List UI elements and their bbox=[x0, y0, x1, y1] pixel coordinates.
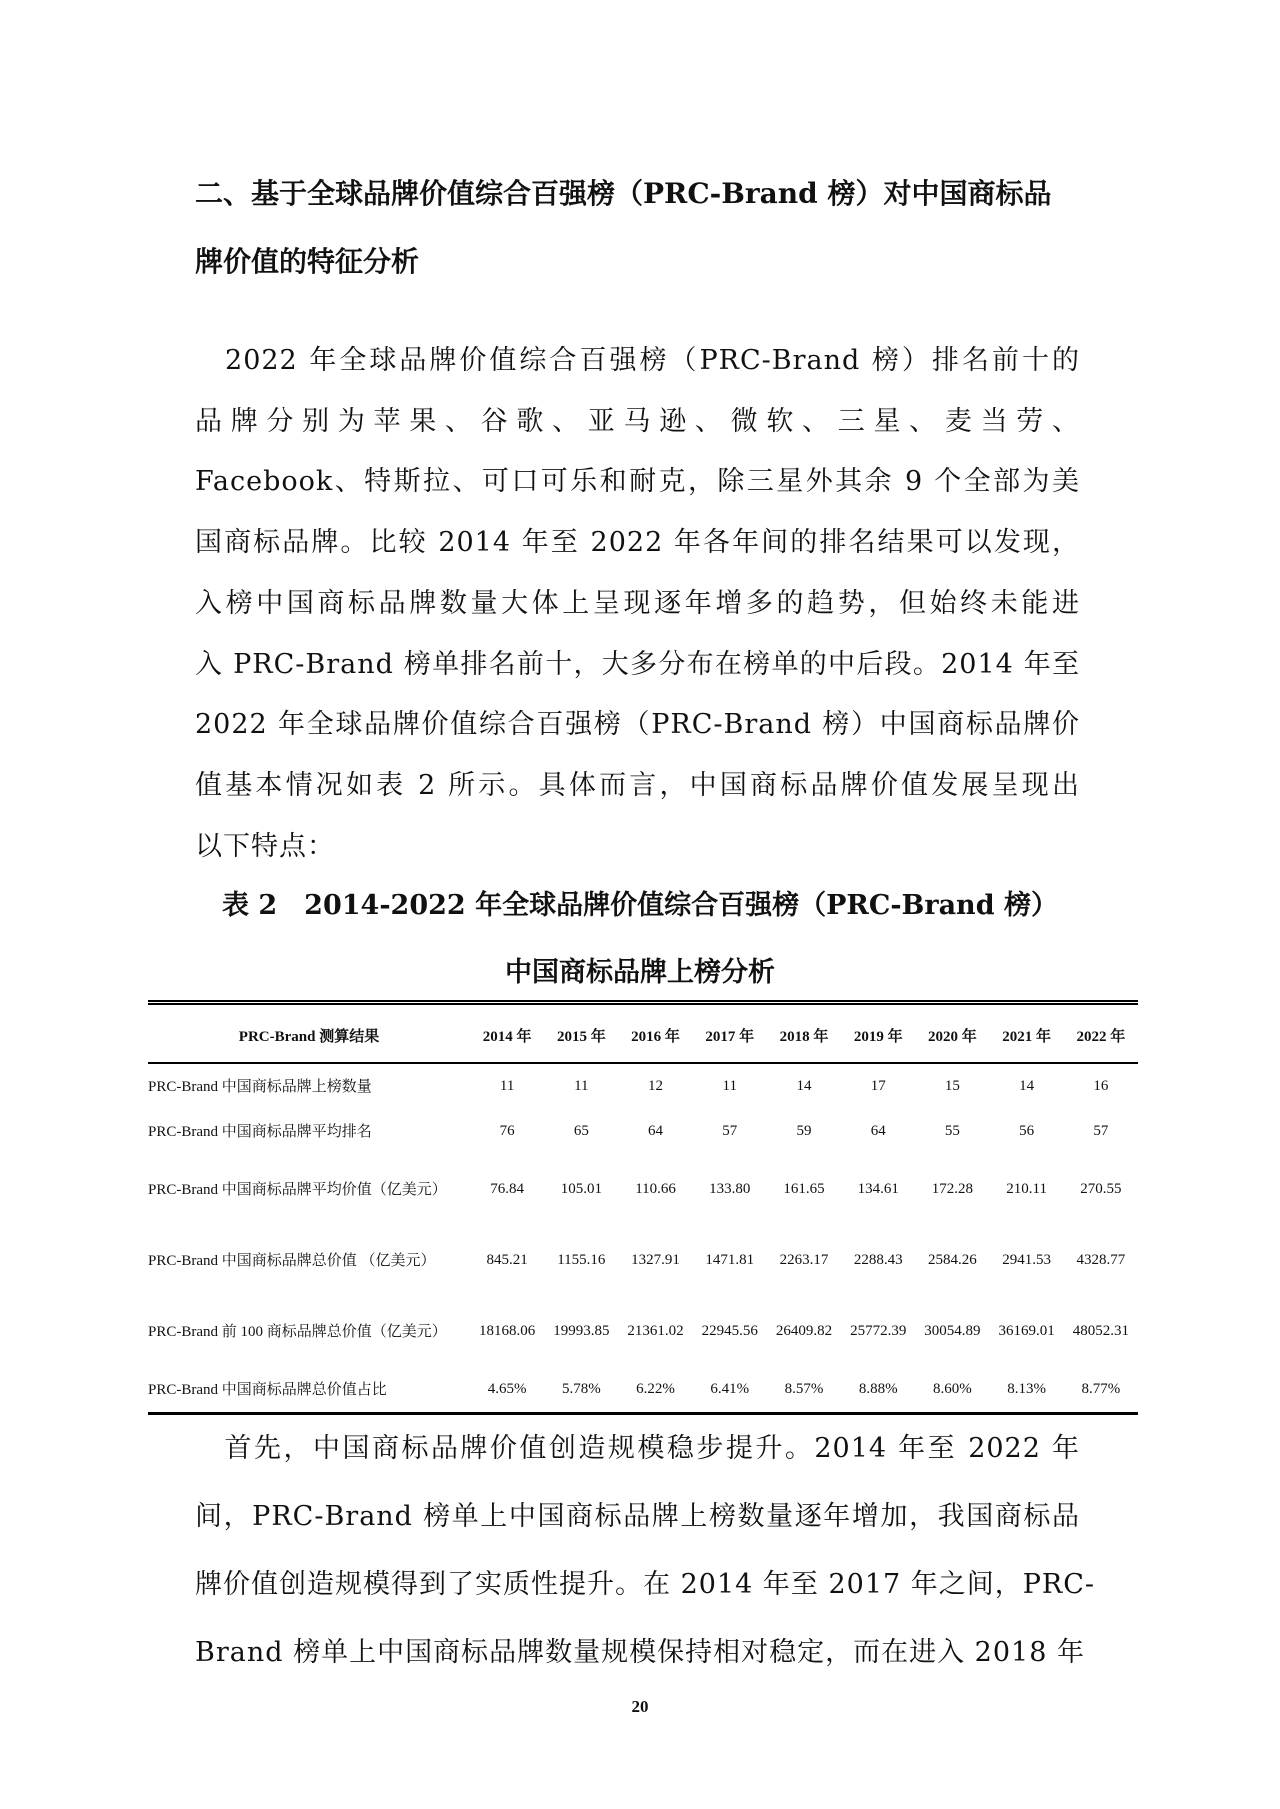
text-line: 牌价值创造规模得到了实质性提升。在 2014 年至 2017 年之间，PRC- bbox=[195, 1569, 1096, 1600]
table-cell: 15 bbox=[944, 1078, 960, 1094]
table-cell: 2288.43 bbox=[853, 1252, 903, 1268]
table-cell: 172.28 bbox=[931, 1181, 974, 1197]
table-cell: 4328.77 bbox=[1076, 1252, 1126, 1268]
table-cell: 22945.56 bbox=[701, 1323, 758, 1339]
table-row bbox=[148, 1063, 1138, 1109]
row-label: PRC-Brand 中国商标品牌总价值占比 bbox=[148, 1381, 387, 1398]
table-cell: 105.01 bbox=[560, 1181, 602, 1197]
table-cell: 14 bbox=[1019, 1078, 1035, 1094]
table-row bbox=[148, 1225, 1138, 1296]
table-cell: 1471.81 bbox=[705, 1252, 755, 1268]
year-header: 2014 年 bbox=[482, 1029, 532, 1045]
year-header: 2022 年 bbox=[1076, 1029, 1126, 1045]
table-cell: 14 bbox=[796, 1078, 812, 1094]
table-cell: 16 bbox=[1093, 1078, 1109, 1094]
year-header: 2015 年 bbox=[556, 1029, 606, 1045]
year-header: 2016 年 bbox=[631, 1029, 680, 1045]
table-cell: 11 bbox=[499, 1078, 515, 1094]
table-cell: 8.13% bbox=[1007, 1381, 1047, 1397]
table-cell: 64 bbox=[648, 1123, 664, 1139]
page-number: 20 bbox=[631, 1697, 649, 1716]
text-line: 2022 年全球品牌价值综合百强榜（PRC-Brand 榜）排名前十的 bbox=[195, 345, 1080, 376]
text-line: Facebook、特斯拉、可口可乐和耐克，除三星外其余 9 个全部为美 bbox=[195, 466, 1080, 498]
table-row bbox=[148, 1367, 1138, 1414]
table-caption-line-2: 中国商标品牌上榜分析 bbox=[505, 957, 775, 988]
table-caption-line-1: 表 2 2014-2022 年全球品牌价值综合百强榜（PRC-Brand 榜） bbox=[222, 890, 1058, 921]
year-header: 2020 年 bbox=[928, 1029, 977, 1045]
table-cell: 21361.02 bbox=[627, 1323, 684, 1339]
table-cell: 134.61 bbox=[857, 1181, 899, 1197]
table-row bbox=[148, 1109, 1138, 1154]
text-line: 以下特点： bbox=[195, 830, 335, 862]
text-line: 间，PRC-Brand 榜单上中国商标品牌上榜数量逐年增加，我国商标品 bbox=[195, 1501, 1080, 1532]
table-cell: 1327.91 bbox=[631, 1252, 680, 1268]
year-header: 2021 年 bbox=[1002, 1029, 1052, 1045]
text-line: 入榜中国商标品牌数量大体上呈现逐年增多的趋势，但始终未能进 bbox=[195, 587, 1080, 619]
table-cell: 55 bbox=[944, 1123, 960, 1139]
row-label: PRC-Brand 中国商标品牌平均排名 bbox=[148, 1123, 372, 1140]
table-cell: 4.65% bbox=[487, 1381, 527, 1397]
text-line: 首先，中国商标品牌价值创造规模稳步提升。2014 年至 2022 年 bbox=[195, 1433, 1080, 1464]
table-cell: 2584.26 bbox=[928, 1252, 977, 1268]
table-cell: 210.11 bbox=[1006, 1181, 1047, 1197]
row-label: PRC-Brand 中国商标品牌平均价值（亿美元） bbox=[148, 1181, 447, 1198]
table-cell: 59 bbox=[796, 1123, 812, 1139]
text-line: 入 PRC-Brand 榜单排名前十，大多分布在榜单的中后段。2014 年至 bbox=[195, 648, 1080, 680]
row-label: PRC-Brand 中国商标品牌总价值 （亿美元） bbox=[148, 1252, 436, 1269]
table-cell: 8.60% bbox=[933, 1381, 972, 1397]
table-cell: 8.88% bbox=[858, 1381, 898, 1397]
section-heading-line-1: 二、基于全球品牌价值综合百强榜（PRC-Brand 榜）对中国商标品 bbox=[195, 177, 1052, 210]
table-cell: 5.78% bbox=[561, 1381, 601, 1397]
metric-header: PRC-Brand 测算结果 bbox=[238, 1029, 380, 1045]
table-cell: 845.21 bbox=[486, 1252, 528, 1268]
table-cell: 6.41% bbox=[710, 1381, 750, 1397]
table-cell: 30054.89 bbox=[924, 1323, 981, 1339]
table-cell: 48052.31 bbox=[1072, 1323, 1129, 1339]
table-cell: 56 bbox=[1019, 1123, 1035, 1139]
table-cell: 25772.39 bbox=[850, 1323, 907, 1339]
table-header-row bbox=[148, 1003, 1138, 1064]
text-line: 2022 年全球品牌价值综合百强榜（PRC-Brand 榜）中国商标品牌价 bbox=[195, 709, 1080, 741]
table-cell: 133.80 bbox=[709, 1181, 751, 1197]
table-row bbox=[148, 1154, 1138, 1225]
table-cell: 110.66 bbox=[635, 1181, 676, 1197]
brand-table bbox=[148, 1000, 1138, 1415]
table-cell: 270.55 bbox=[1080, 1181, 1122, 1197]
text-line: 国商标品牌。比较 2014 年至 2022 年各年间的排名结果可以发现， bbox=[195, 527, 1080, 559]
table-cell: 12 bbox=[648, 1078, 664, 1094]
text-line: 品牌分别为苹果、谷歌、亚马逊、微软、三星、麦当劳、 bbox=[195, 405, 1080, 437]
table-cell: 76 bbox=[499, 1123, 515, 1139]
table-cell: 76.84 bbox=[490, 1181, 524, 1197]
row-label: PRC-Brand 前 100 商标品牌总价值（亿美元） bbox=[148, 1323, 447, 1340]
table-cell: 36169.01 bbox=[998, 1323, 1055, 1339]
text-line: Brand 榜单上中国商标品牌数量规模保持相对稳定，而在进入 2018 年 bbox=[195, 1637, 1085, 1668]
table-cell: 1155.16 bbox=[557, 1252, 606, 1268]
table-row bbox=[148, 1296, 1138, 1367]
table-cell: 17 bbox=[870, 1078, 886, 1094]
table-cell: 19993.85 bbox=[553, 1323, 610, 1339]
section-heading-line-2: 牌价值的特征分析 bbox=[195, 245, 420, 278]
table-cell: 26409.82 bbox=[775, 1323, 833, 1339]
table-cell: 64 bbox=[870, 1123, 886, 1139]
table-cell: 6.22% bbox=[636, 1381, 675, 1397]
year-header: 2018 年 bbox=[779, 1029, 829, 1045]
year-header: 2019 年 bbox=[853, 1029, 903, 1045]
table-cell: 8.57% bbox=[784, 1381, 824, 1397]
table-cell: 57 bbox=[722, 1123, 738, 1139]
table-cell: 11 bbox=[722, 1078, 737, 1094]
text-line: 值基本情况如表 2 所示。具体而言，中国商标品牌价值发展呈现出 bbox=[195, 769, 1080, 801]
table-cell: 57 bbox=[1093, 1123, 1109, 1139]
table-cell: 2941.53 bbox=[1002, 1252, 1052, 1268]
table-cell: 65 bbox=[573, 1123, 589, 1139]
row-label: PRC-Brand 中国商标品牌上榜数量 bbox=[148, 1078, 372, 1095]
table-cell: 11 bbox=[574, 1078, 589, 1094]
table-cell: 161.65 bbox=[783, 1181, 825, 1197]
table-cell: 2263.17 bbox=[779, 1252, 829, 1268]
table-cell: 8.77% bbox=[1081, 1381, 1121, 1397]
year-header: 2017 年 bbox=[705, 1029, 755, 1045]
table-cell: 18168.06 bbox=[478, 1323, 536, 1339]
